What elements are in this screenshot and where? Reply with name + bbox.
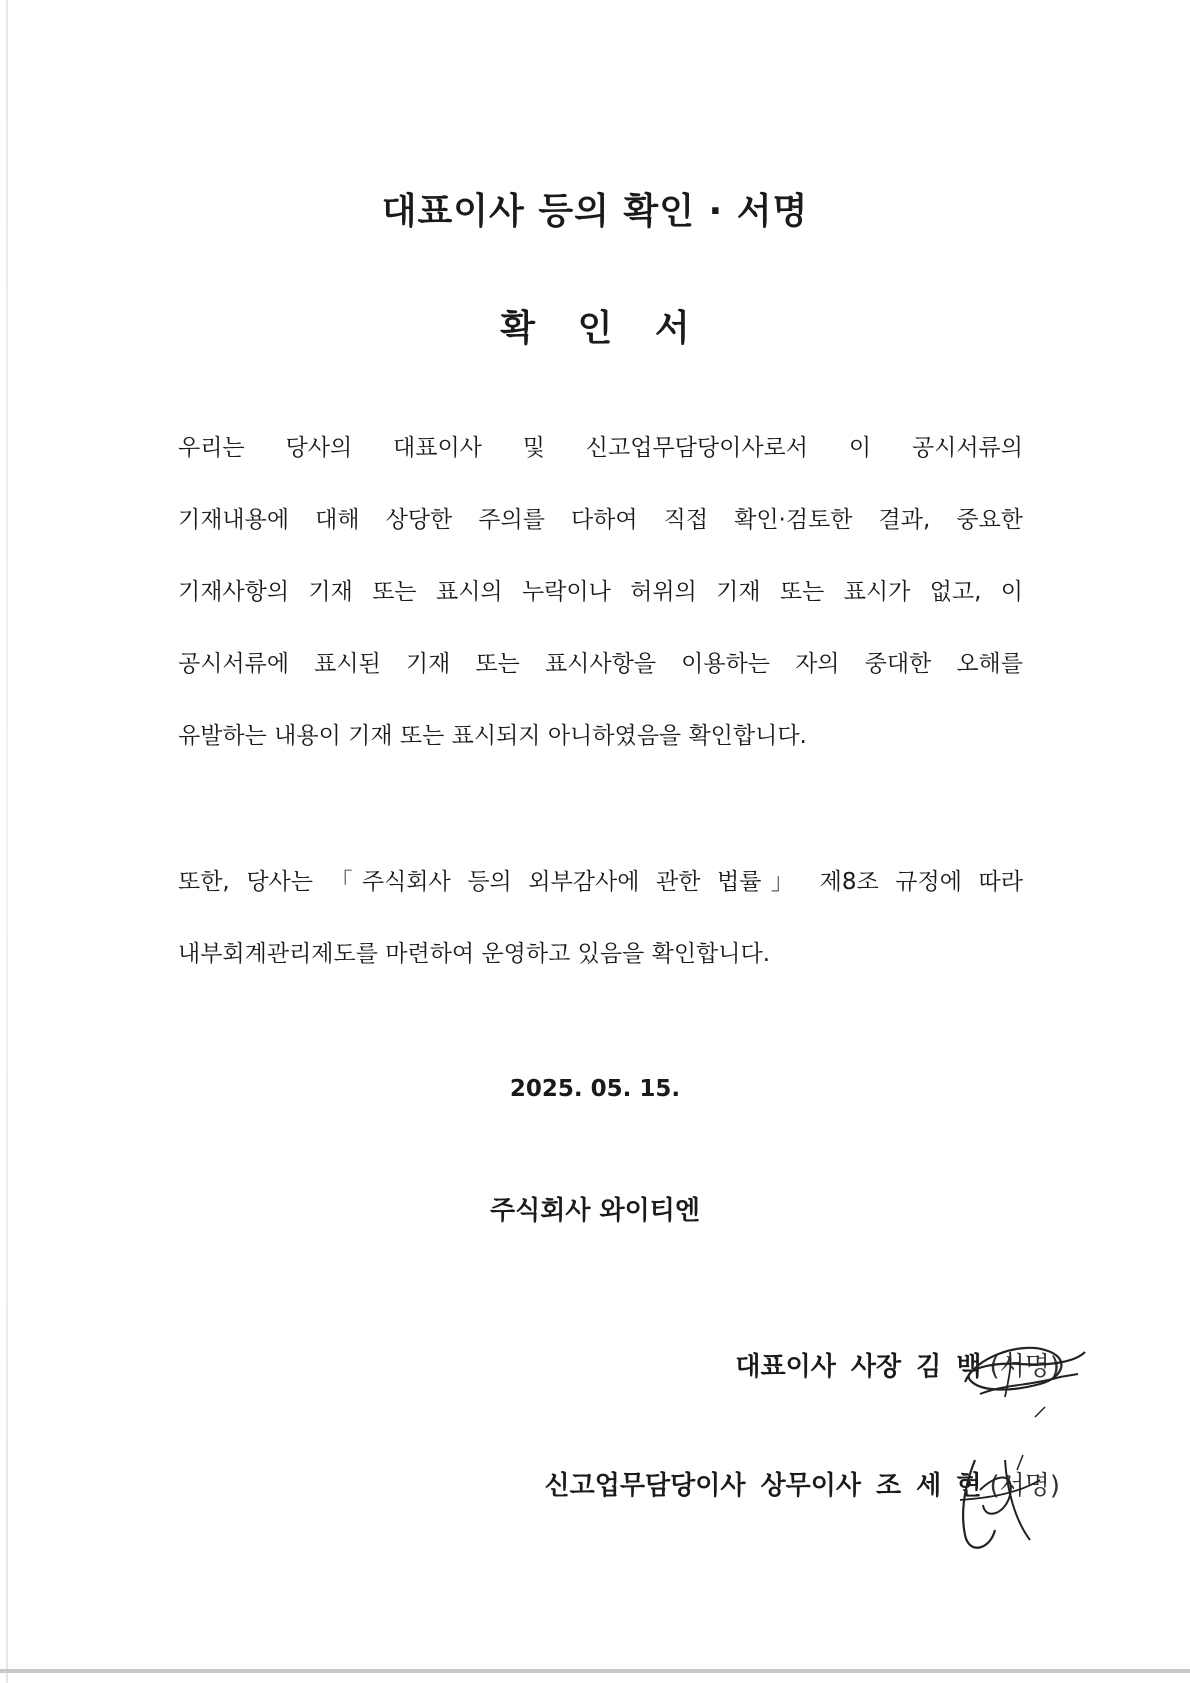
scan-edge-left [6, 0, 8, 1683]
paragraph-line: 기재내용에 대해 상당한 주의를 다하여 직접 확인·검토한 결과, 중요한 [178, 507, 1023, 533]
internal-control-paragraph [178, 846, 1023, 990]
company-name: 주식회사 와이티엔 [490, 1196, 700, 1226]
paragraph-line: 기재사항의 기재 또는 표시의 누락이나 허위의 기재 또는 표시가 없고, 이 [178, 579, 1023, 605]
document-subtitle: 확 인 서 [500, 308, 690, 349]
paragraph-line: 공시서류에 표시된 기재 또는 표시사항을 이용하는 자의 중대한 오해를 [178, 651, 1023, 677]
scan-edge-bottom [0, 1669, 1190, 1673]
confirmation-paragraph [178, 412, 1023, 772]
ceo-signature-image [950, 1322, 1090, 1432]
document-title: 대표이사 등의 확인 · 서명 [381, 191, 809, 232]
document-date: 2025. 05. 15. [509, 1076, 681, 1102]
paragraph-line: 내부회계관리제도를 마련하여 운영하고 있음을 확인합니다. [178, 941, 771, 967]
sign-label: (서명) [989, 1471, 1060, 1501]
paragraph-line: 유발하는 내용이 기재 또는 표시되지 아니하였음을 확인합니다. [178, 723, 807, 749]
paragraph-line: 우리는 당사의 대표이사 및 신고업무담당이사로서 이 공시서류의 [178, 435, 1023, 461]
officer-signature-image [935, 1440, 1055, 1570]
paragraph-line: 또한, 당사는 「주식회사 등의 외부감사에 관한 법률」 제8조 규정에 따라 [178, 869, 1023, 895]
sign-label: (서명) [989, 1352, 1060, 1382]
signatory-name: 신고업무담당이사 상무이사 조 세 현 [544, 1471, 982, 1501]
signatory-name: 대표이사 사장 김 백 [735, 1352, 982, 1382]
